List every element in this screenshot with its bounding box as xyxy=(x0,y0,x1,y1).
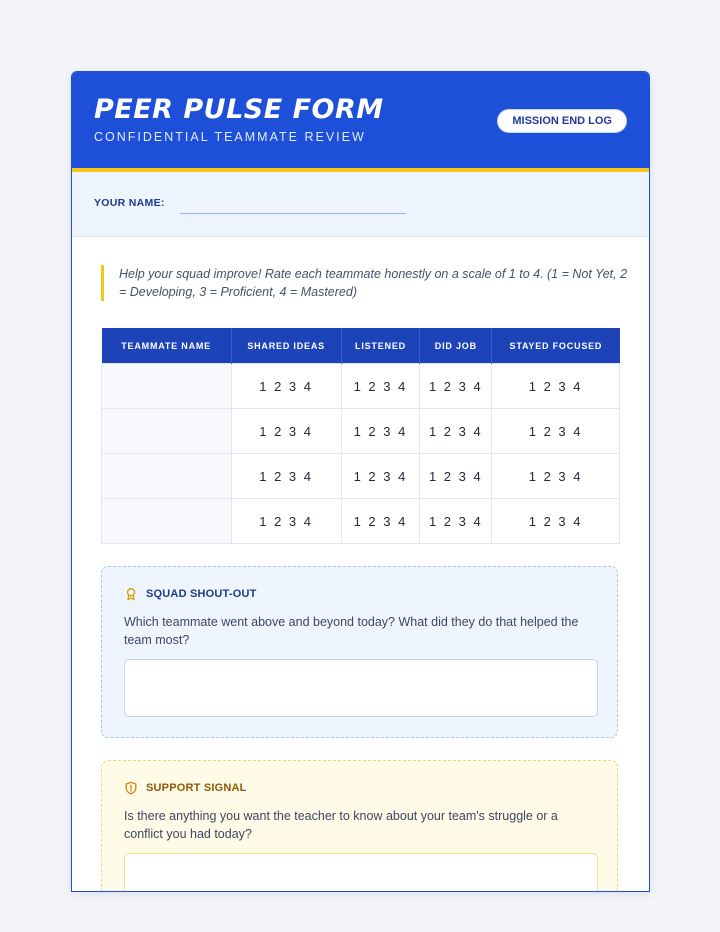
header-teammate-name: TEAMMATE NAME xyxy=(102,328,232,364)
rating-cell[interactable]: 1 2 3 4 xyxy=(492,454,620,499)
name-input[interactable] xyxy=(180,213,406,214)
table-row xyxy=(102,499,620,544)
shield-icon xyxy=(124,781,138,795)
table-header-row xyxy=(102,328,620,364)
support-answer-box[interactable] xyxy=(124,853,598,892)
rating-cell[interactable]: 1 2 3 4 xyxy=(231,499,341,544)
support-heading xyxy=(124,781,247,795)
rating-cell[interactable]: 1 2 3 4 xyxy=(341,409,420,454)
support-section xyxy=(101,760,618,892)
award-icon xyxy=(124,587,138,601)
rating-cell[interactable]: 1 2 3 4 xyxy=(231,454,341,499)
table-row xyxy=(102,364,620,409)
teammate-name-cell[interactable] xyxy=(102,364,232,409)
header-stayed-focused: STAYED FOCUSED xyxy=(492,328,620,364)
rating-cell[interactable]: 1 2 3 4 xyxy=(492,364,620,409)
rating-cell[interactable]: 1 2 3 4 xyxy=(341,454,420,499)
header-listened: LISTENED xyxy=(341,328,420,364)
header-did-job: DID JOB xyxy=(420,328,492,364)
header-shared-ideas: SHARED IDEAS xyxy=(231,328,341,364)
form-subtitle: CONFIDENTIAL TEAMMATE REVIEW xyxy=(94,130,366,144)
form-title: PEER PULSE FORM xyxy=(94,94,384,125)
rating-cell[interactable]: 1 2 3 4 xyxy=(231,409,341,454)
rating-cell[interactable]: 1 2 3 4 xyxy=(420,409,492,454)
rating-cell[interactable]: 1 2 3 4 xyxy=(341,364,420,409)
rating-cell[interactable]: 1 2 3 4 xyxy=(492,409,620,454)
shoutout-question: Which teammate went above and beyond today? What did they do that helped the team most? xyxy=(124,615,579,647)
shoutout-section xyxy=(101,566,618,738)
name-row xyxy=(72,172,649,237)
instructions: Help your squad improve! Rate each teammate honestly on a scale of 1 to 4. (1 = Not Yet, 2 = Developing, 3 = Proficient, 4 = Mastered) xyxy=(101,265,634,301)
rating-cell[interactable]: 1 2 3 4 xyxy=(341,499,420,544)
support-question: Is there anything you want the teacher to know about your team's struggle or a conflict you had today? xyxy=(124,809,558,841)
rating-cell[interactable]: 1 2 3 4 xyxy=(420,499,492,544)
shoutout-title: SQUAD SHOUT-OUT xyxy=(146,588,257,600)
form-header xyxy=(72,72,649,172)
name-label: YOUR NAME: xyxy=(94,197,165,209)
teammate-name-cell[interactable] xyxy=(102,499,232,544)
rating-cell[interactable]: 1 2 3 4 xyxy=(420,364,492,409)
rating-cell[interactable]: 1 2 3 4 xyxy=(492,499,620,544)
form-card xyxy=(71,71,650,892)
rating-table xyxy=(101,328,620,544)
rating-cell[interactable]: 1 2 3 4 xyxy=(231,364,341,409)
table-row xyxy=(102,409,620,454)
shoutout-answer-box[interactable] xyxy=(124,659,598,717)
support-title: SUPPORT SIGNAL xyxy=(146,782,247,794)
table-row xyxy=(102,454,620,499)
mission-badge: MISSION END LOG xyxy=(497,109,627,133)
shoutout-heading xyxy=(124,587,257,601)
teammate-name-cell[interactable] xyxy=(102,454,232,499)
teammate-name-cell[interactable] xyxy=(102,409,232,454)
rating-cell[interactable]: 1 2 3 4 xyxy=(420,454,492,499)
